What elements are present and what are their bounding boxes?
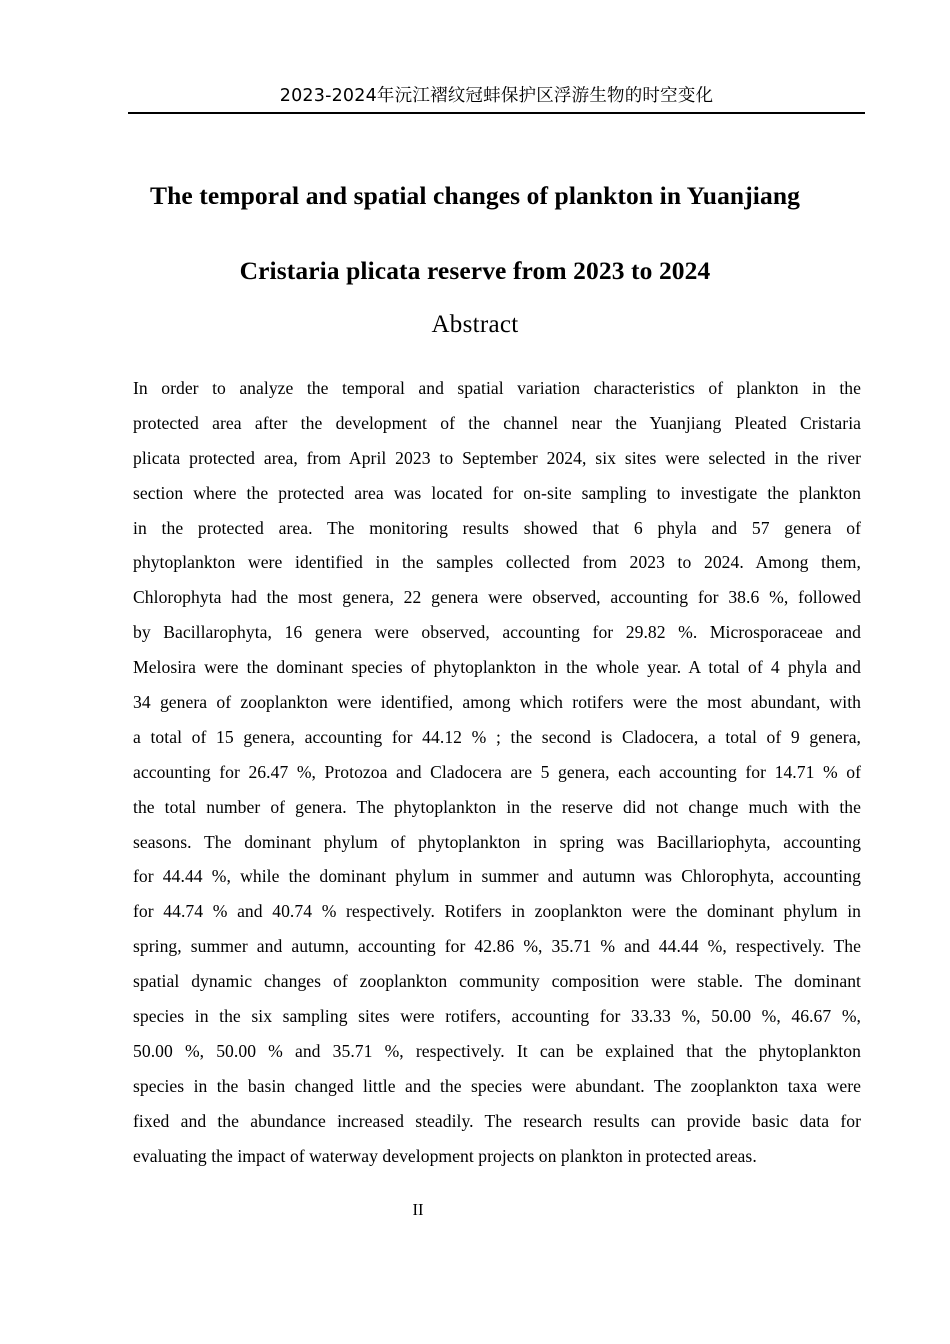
- abstract-line: evaluating the impact of waterway development projects on plankton in protected areas.: [133, 1145, 757, 1166]
- abstract-line: spatial dynamic changes of zooplankton community composition were stable. The dominant: [133, 971, 861, 992]
- abstract-line: accounting for 26.47 %, Protozoa and Cladocera are 5 genera, each accounting for 14.71 % of: [133, 761, 861, 782]
- abstract-line: spring, summer and autumn, accounting for 42.86 %, 35.71 % and 44.44 %, respectively. The: [133, 936, 861, 957]
- abstract-line: for 44.44 %, while the dominant phylum in summer and autumn was Chlorophyta, accounting: [133, 866, 861, 887]
- abstract-line: protected area after the development of the channel near the Yuanjiang Pleated Cristaria: [133, 412, 861, 433]
- abstract-line: 50.00 %, 50.00 % and 35.71 %, respectively. It can be explained that the phytoplankton: [133, 1040, 861, 1061]
- abstract-line: seasons. The dominant phylum of phytoplankton in spring was Bacillariophyta, accounting: [133, 831, 861, 852]
- abstract-line: a total of 15 genera, accounting for 44.12 % ; the second is Cladocera, a total of 9 genera,: [133, 726, 861, 747]
- abstract-line: In order to analyze the temporal and spatial variation characteristics of plankton in the: [133, 378, 861, 398]
- header-divider-rule: [128, 112, 865, 114]
- abstract-line: the total number of genera. The phytoplankton in the reserve did not change much with the: [133, 796, 861, 817]
- abstract-line: phytoplankton were identified in the samples collected from 2023 to 2024. Among them,: [133, 552, 861, 573]
- running-header-title: 2023-2024年沅江褶纹冠蚌保护区浮游生物的时空变化: [279, 86, 714, 106]
- abstract-line: fixed and the abundance increased steadily. The research results can provide basic data for: [133, 1110, 861, 1131]
- abstract-line: species in the six sampling sites were rotifers, accounting for 33.33 %, 50.00 %, 46.67 %,: [133, 1006, 861, 1027]
- page-title-line-1: The temporal and spatial changes of plankton in Yuanjiang: [150, 181, 800, 210]
- abstract-line: for 44.74 % and 40.74 % respectively. Rotifers in zooplankton were the dominant phylum in: [133, 901, 861, 922]
- abstract-line: by Bacillarophyta, 16 genera were observed, accounting for 29.82 %. Microsporaceae and: [133, 622, 861, 643]
- page-number: II: [412, 1200, 424, 1219]
- abstract-line: Melosira were the dominant species of phytoplankton in the whole year. A total of 4 phyla and: [133, 657, 861, 678]
- abstract-body: [133, 371, 861, 1173]
- abstract-heading: Abstract: [431, 311, 519, 338]
- abstract-line: species in the basin changed little and the species were abundant. The zooplankton taxa were: [133, 1075, 861, 1096]
- abstract-line: section where the protected area was located for on-site sampling to investigate the plankton: [133, 482, 861, 503]
- abstract-line: plicata protected area, from April 2023 to September 2024, six sites were selected in the river: [133, 447, 861, 468]
- abstract-line: in the protected area. The monitoring results showed that 6 phyla and 57 genera of: [133, 517, 861, 538]
- abstract-line: 34 genera of zooplankton were identified, among which rotifers were the most abundant, with: [133, 692, 861, 713]
- page-title: [112, 158, 838, 308]
- abstract-line: Chlorophyta had the most genera, 22 genera were observed, accounting for 38.6 %, followed: [133, 587, 861, 608]
- running-header: [128, 84, 865, 114]
- page-title-line-2: Cristaria plicata reserve from 2023 to 2024: [239, 256, 711, 285]
